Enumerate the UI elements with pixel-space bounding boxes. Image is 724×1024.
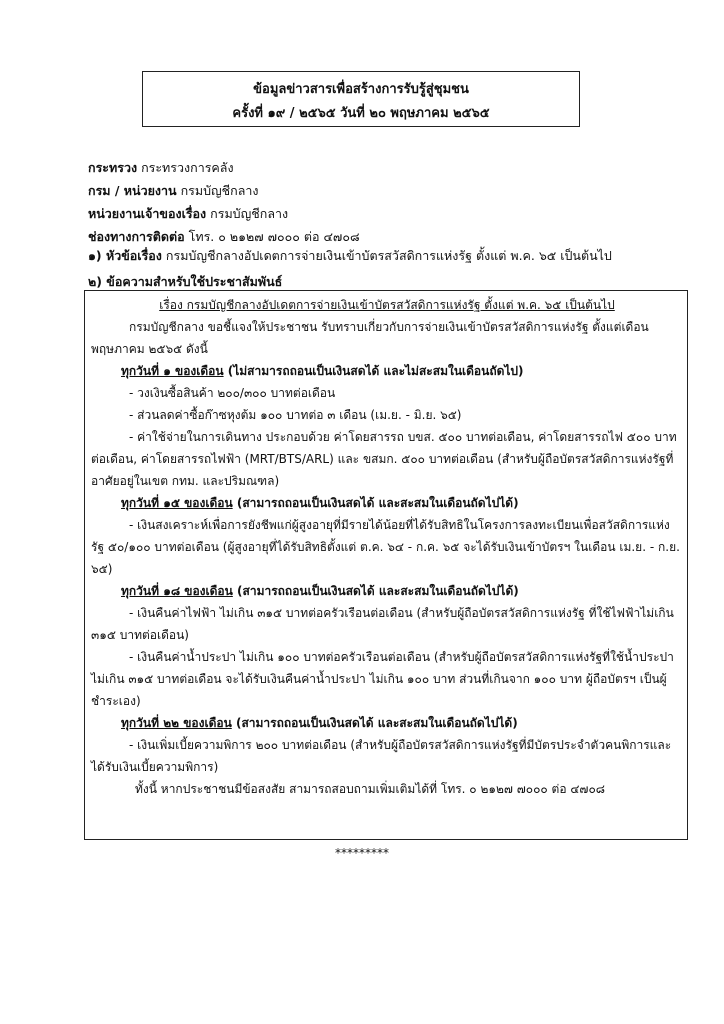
- meta-contact-label: ช่องทางการติดต่อ: [88, 229, 185, 244]
- meta-dept-label: กรม / หน่วยงาน: [88, 183, 177, 198]
- pr-text-box: [84, 290, 688, 840]
- list-item: - เงินคืนค่าน้ำประปา ไม่เกิน ๑๐๐ บาทต่อครัวเรือนต่อเดือน (สำหรับผู้ถือบัตรสวัสดิการแห่งรัฐที่ใช้น้ำประปาไม่เกิน ๓๑๕ บาทต่อเดือน จะได้รับเงินคืนค่าน้ำประปา ไม่เกิน ๑๐๐ บาท ส่วนที่เกินจาก ๑๐๐ บาท ผู้ถือบัตรฯ เป็นผู้ชำระเอง): [91, 650, 674, 708]
- meta-owner-value: กรมบัญชีกลาง: [210, 206, 289, 221]
- list-item: - วงเงินซื้อสินค้า ๒๐๐/๓๐๐ บาทต่อเดือน: [129, 386, 336, 400]
- section-heading-note: (ไม่สามารถถอนเป็นเงินสดได้ และไม่สะสมในเดือนถัดไป): [223, 364, 524, 378]
- list-item: - เงินคืนค่าไฟฟ้า ไม่เกิน ๓๑๕ บาทต่อครัวเรือนต่อเดือน (สำหรับผู้ถือบัตรสวัสดิการแห่งรัฐ ที่ใช้ไฟฟ้าไม่เกิน ๓๑๕ บาทต่อเดือน): [91, 606, 674, 642]
- item-pr-text-label: ๒) ข้อความสำหรับใช้ประชาสัมพันธ์: [88, 274, 283, 289]
- meta-ministry-label: กระทรวง: [88, 160, 138, 175]
- closing-paragraph: ทั้งนี้ หากประชาชนมีข้อสงสัย สามารถสอบถามเพิ่มเติมได้ที่ โทร. ๐ ๒๑๒๗ ๗๐๐๐ ต่อ ๔๗๐๘: [135, 782, 606, 796]
- section-heading-note: (สามารถถอนเป็นเงินสดได้ และสะสมในเดือนถัดไปได้): [232, 496, 519, 510]
- meta-owner: [88, 202, 648, 225]
- item-topic-value: กรมบัญชีกลางอัปเดตการจ่ายเงินเข้าบัตรสวัสดิการแห่งรัฐ ตั้งแต่ พ.ค. ๖๕ เป็นต้นไป: [165, 248, 612, 263]
- list-item: - ส่วนลดค่าซื้อก๊าซหุงต้ม ๑๐๐ บาทต่อ ๓ เดือน (เม.ย. - มิ.ย. ๖๕): [129, 408, 462, 422]
- section-heading-date: ทุกวันที่ ๒๒ ของเดือน: [121, 716, 232, 730]
- meta-contact-value: โทร. ๐ ๒๑๒๗ ๗๐๐๐ ต่อ ๔๗๐๘: [188, 229, 360, 244]
- meta-ministry-value: กระทรวงการคลัง: [141, 160, 234, 175]
- meta-contact: [88, 225, 648, 248]
- section-heading: [85, 360, 689, 382]
- section-heading-date: ทุกวันที่ ๑๕ ของเดือน: [121, 496, 233, 510]
- meta-department: [88, 179, 648, 202]
- pr-text-content: [85, 291, 689, 800]
- document-title: ข้อมูลข่าวสารเพื่อสร้างการรับรู้สู่ชุมชน: [253, 82, 469, 97]
- meta-dept-value: กรมบัญชีกลาง: [180, 183, 259, 198]
- title-box: [142, 71, 580, 127]
- item-topic-label: ๑) หัวข้อเรื่อง: [88, 248, 162, 263]
- section-heading: [85, 580, 689, 602]
- intro-paragraph: กรมบัญชีกลาง ขอชี้แจงให้ประชาชน รับทราบเกี่ยวกับการจ่ายเงินเข้าบัตรสวัสดิการแห่งรัฐ ตั้งแต่เดือน พฤษภาคม ๒๕๖๕ ดังนี้: [91, 320, 649, 356]
- document-issue-date: ครั้งที่ ๑๙ / ๒๕๖๕ วันที่ ๒๐ พฤษภาคม ๒๕๖๕: [232, 106, 490, 121]
- end-marker: *********: [335, 846, 389, 860]
- section-heading-date: ทุกวันที่ ๑ ของเดือน: [121, 364, 224, 378]
- list-item: - เงินเพิ่มเบี้ยความพิการ ๒๐๐ บาทต่อเดือน (สำหรับผู้ถือบัตรสวัสดิการแห่งรัฐที่มีบัตรประจำตัวคนพิการและได้รับเงินเบี้ยความพิการ): [91, 738, 672, 774]
- subject-line: เรื่อง กรมบัญชีกลางอัปเดตการจ่ายเงินเข้าบัตรสวัสดิการแห่งรัฐ ตั้งแต่ พ.ค. ๖๕ เป็นต้นไป: [159, 298, 615, 312]
- meta-owner-label: หน่วยงานเจ้าของเรื่อง: [88, 206, 207, 221]
- list-item: - เงินสงเคราะห์เพื่อการยังชีพแก่ผู้สูงอายุที่มีรายได้น้อยที่ได้รับสิทธิในโครงการลงทะเบียนเพื่อสวัสดิการแห่งรัฐ ๕๐/๑๐๐ บาทต่อเดือน (ผู้สูงอายุที่ได้รับสิทธิตั้งแต่ ต.ค. ๖๔ - ก.ค. ๖๕ จะได้รับเงินเข้าบัตรฯ ในเดือน เม.ย. - ก.ย. ๖๕): [91, 518, 680, 576]
- item-topic: [88, 246, 612, 266]
- section-heading-note: (สามารถถอนเป็นเงินสดได้ และสะสมในเดือนถัดไปได้): [232, 584, 519, 598]
- list-item: - ค่าใช้จ่ายในการเดินทาง ประกอบด้วย ค่าโดยสารรถ บขส. ๕๐๐ บาทต่อเดือน, ค่าโดยสารรถไฟ ๕๐๐ บาทต่อเดือน, ค่าโดยสารรถไฟฟ้า (MRT/BTS/ARL) และ ขสมก. ๕๐๐ บาทต่อเดือน (สำหรับผู้ถือบัตรสวัสดิการแห่งรัฐที่อาศัยอยู่ในเขต กทม. และปริมณฑล): [91, 430, 677, 488]
- section-heading-note: (สามารถถอนเป็นเงินสดได้ และสะสมในเดือนถัดไปได้): [231, 716, 518, 730]
- meta-ministry: [88, 156, 648, 179]
- meta-block: [88, 156, 648, 248]
- section-heading-date: ทุกวันที่ ๑๘ ของเดือน: [121, 584, 233, 598]
- section-heading: [85, 712, 689, 734]
- section-heading: [85, 492, 689, 514]
